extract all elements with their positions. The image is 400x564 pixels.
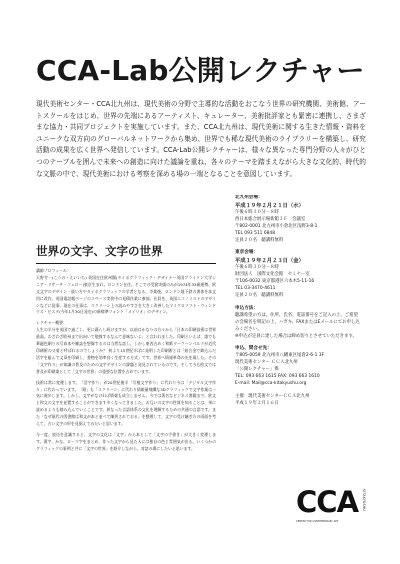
sponsor: 主催：現代美術センターＣＣＡ北九州 xyxy=(235,393,310,399)
venue-tokyo xyxy=(235,250,360,299)
venue-tokyo-tel: TEL 03-3470-4611 xyxy=(235,286,276,292)
venue-kitakyushu-address: 〒802-0001 北九州市小倉北区浅野3-8-1 xyxy=(235,223,318,229)
apply-note: ※申込が定員に達した場合は締め切りとさせていただきます。 xyxy=(235,333,357,339)
venue-tokyo-capacity: 定員２０名 聴講料無料 xyxy=(235,292,284,298)
venue-tokyo-head: 東京会場： xyxy=(235,250,258,256)
lecturer-label: 講師プロフィール： xyxy=(36,268,71,273)
contact-head: 申込、問合せ先： xyxy=(235,346,272,352)
lecturer-profile: 天野寺一(こうの・えいいち) 英国在住欧州圏(タイポグラフィック・デザイナー英国ブライトン大学シニア・リサーチ・フェロー)東京生まれ。ロンドン在住。そこでの受賞実績のみが1974年33歳運勢。欧文文字のデザイン・扱い方やタイポグラフィックの学者となる。卒業後、ロンドン地下鉄の書体を本文用に改作、英国電話帳ページのスペース実装中の見積作業に参加。社員を、英国エコノミストのデザインなどに従事。現在の仕事は、スクリーン上の読みやすさを大きく改善したマイクロソフト・ウィンドウズ・ビスタ(今年1月30日発売)の新標準フォント「メイリオ」のデザイン。 xyxy=(36,274,216,315)
lecture-details xyxy=(36,268,216,538)
venue-tokyo-time: 午後６時３０分－８時 xyxy=(235,265,279,271)
logo-side-text: KITAKYUSHU xyxy=(362,489,366,511)
venue-kitakyushu-tel: TEL 093 511 6848 xyxy=(235,230,276,236)
lecture-body-3: 今一度、放送を意識すると、文字の文化は「文字」から本として「文字の手書き」が大きく変遷します。漢字、かな、ローマ字をまとめ、作った文字から見た人には独自の色と雰囲気が出る。いくつかのグラフィックの事例と共に「文字の世界」を紹介しながら、対話の場にしたいと思います。 xyxy=(36,431,216,451)
venue-tokyo-place: 財団法人 国際文化会館 セミナー室 xyxy=(235,272,310,278)
section-divider xyxy=(36,263,216,264)
logo-text: CCA xyxy=(296,485,359,519)
issue-date: 平成１９年２月１６日 xyxy=(235,400,279,406)
venue-kitakyushu-capacity: 定員２０名 聴講料無料 xyxy=(235,237,284,243)
contact-info xyxy=(235,346,360,387)
cca-logo xyxy=(296,486,366,544)
event-info xyxy=(235,195,360,495)
contact-event: 「公開レクチャー」係 xyxy=(235,367,279,373)
apply-body: 聴講希望の方は、住所、氏名、電話番号をご記入の上、ご希望の会場名を明記の上、ハガキ、FAXまたはEメールにてお申し込みください。 xyxy=(235,312,360,332)
contact-email[interactable]: E-mail: Mail@cca-kitakyushu.org xyxy=(235,380,307,386)
contact-address: 〒805-0059 北九州市八幡東区尾倉2-6-1 3F xyxy=(235,353,325,359)
venue-tokyo-address: 〒106-0032 東京都港区六本木5-11-16 xyxy=(235,279,315,285)
lecture-label: レクチャー概要： xyxy=(36,320,67,326)
application-info xyxy=(235,306,360,341)
lecture-body: 人生の半分を英国で過ごし、更に暮らし続けますが、以前はかなりの方々から「日本の印刷技術は世界最高。わざわざ欧州まで出向いて勉強するなんて意味ないよ」と言われました。印刷といえば、誰でも華麗色刷りの写真本や雑誌を想像するのは当然な話し。しかし東西古めく和紙ワークーンベルクが近代印刷術の父着と呼ばれるのでしょうか？ 何より15世紀半ばに発明した印刷術とは「鉛合金で鋳込んだ活字を組んで文章を印刷し、書物を効率良く生産する方式」です。世界へ情報革命の先を現した。その「文字作り」が知識の普及のための文字デザインの課題と発見されているのです。そして今も欧文では普及が印刷業として「文字の世界」の重要な位置を占めています。 xyxy=(36,327,216,374)
venue-kitakyushu-head: 北九州会場： xyxy=(235,195,263,200)
contact-tel: TEL: 093 663 1615 FAX: 093 663 1610 xyxy=(235,374,320,380)
contact-org: 現代美術センター ＣＣＡ北九州 xyxy=(235,360,298,366)
venue-kitakyushu-place: 西日本総合展示場新館３Ｆ 会議室 xyxy=(235,216,306,222)
logo-subtitle: CENTER FOR CONTEMPORARY ART xyxy=(296,520,339,523)
apply-head: 申込方法： xyxy=(235,305,258,311)
section-title: 世界の文字、文字の世界 xyxy=(36,244,163,258)
venue-kitakyushu-time: 午後６時３０分－８時 xyxy=(235,209,279,215)
venue-kitakyushu xyxy=(235,195,360,244)
lecture-body-2: 技術は常に変遷します。「活字作り」が20世紀後半「写植文字作り」に代わり今は「デジタル文字作り」に代わっています。「紙」も「スクリーン」に代わり情報量飛躍な3Dグラフィックで文字作業は一気に進歩します。しかし、文字がなければ情報も成立しません。今では著名なビジネス書籍まで、欧文と和文の文字を並置することができます多くなってきました。お互いの文字の性質を知ることは、単に読めるよりも踏み込んでいくことです。異なった言語体系の文化を理解するための共通の言語です。また「なぜ現代の図書館は和文が本と並べて陳列されておる」を整理して、文字の受け継ぎ方の両面を考えて、古い文字の形を見据えてみたいと思います。 xyxy=(36,379,216,427)
venue-kitakyushu-date: 平成１９年２月２１日（水） xyxy=(235,202,304,209)
venue-tokyo-date: 平成１９年２月２３日（金） xyxy=(235,258,304,265)
page-title: CCA-Lab公開レクチャー xyxy=(36,54,365,87)
intro-text: 現代美術センター・CCA北九州は、現代美術の分野で主導的な活動をおこなう世界の研究機関、美術館、アートスクールをはじめ、世界の先端にあるアーティスト、キュレーター、美術批評家とも緊密に連携し、さまざまな協力・共同プロジェクトを実施しています。また、CCA北九州は、現代美術に関する生きた情報・資料をユニークな双方向のグローバルネットワークから集め、世界でも稀な現代美術のライブラリーを構築し、研究活動の成果を広く世界へ発信しています。CCA-Lab公開レクチャーは、様々な異なった専門分野の人々がひとつのテーブルを囲んで未来への創造に向けた議論を重ね、各々のテーマを踏まえながら大きな文化的、時代的な文脈の中で、現代美術における考察を深める場の一端となることを意図しています。 xyxy=(36,100,366,178)
sponsor-info xyxy=(235,394,360,408)
